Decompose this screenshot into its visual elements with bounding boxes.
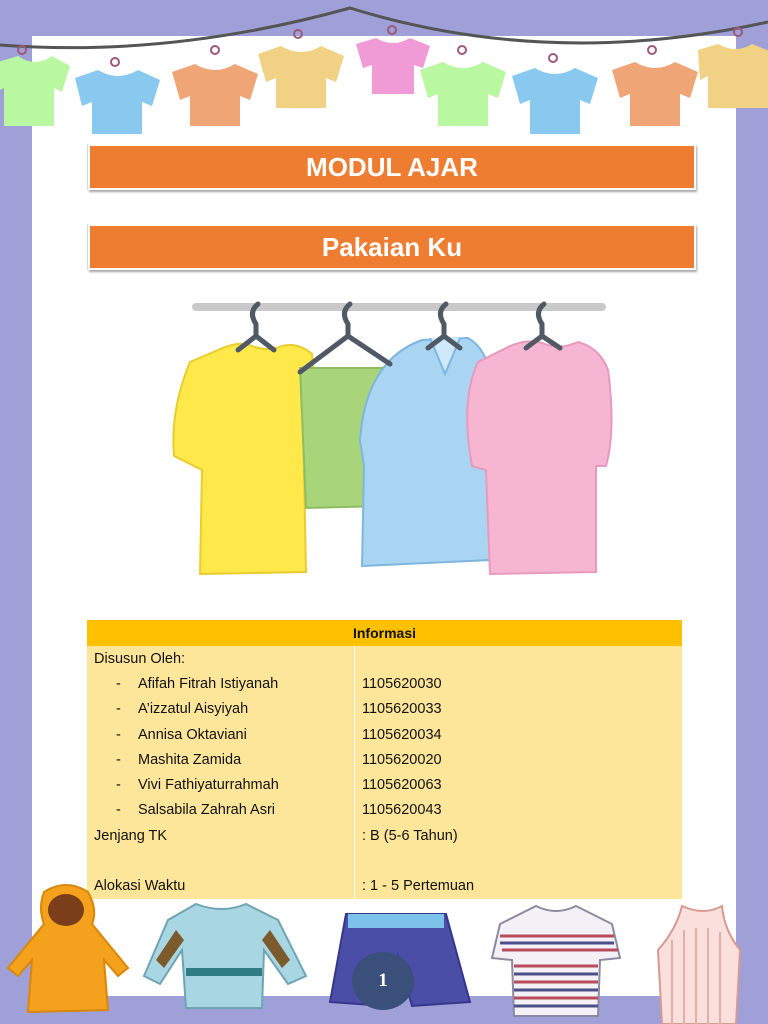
tshirt-icon bbox=[172, 64, 258, 126]
tshirt-icon bbox=[612, 62, 698, 126]
page-title: MODUL AJAR bbox=[88, 144, 696, 190]
page-number-badge: 1 bbox=[352, 952, 414, 1010]
table-row bbox=[87, 747, 682, 772]
table-row bbox=[87, 798, 682, 823]
author-id: 1105620033 bbox=[355, 697, 683, 722]
time-label: Alokasi Waktu bbox=[87, 874, 355, 899]
tshirt-icon bbox=[698, 44, 768, 108]
bullet: - bbox=[116, 675, 121, 692]
table-header: Informasi bbox=[87, 620, 682, 646]
table-row bbox=[87, 697, 682, 722]
yellow-shirt bbox=[173, 344, 314, 574]
author-name: A’izzatul Aisyiyah bbox=[138, 701, 249, 718]
author-id: 1105620034 bbox=[355, 722, 683, 747]
tshirt-icon bbox=[75, 70, 160, 134]
tshirt-icon bbox=[0, 56, 70, 126]
bullet: - bbox=[116, 802, 121, 819]
table-row bbox=[87, 823, 682, 848]
author-name: Annisa Oktaviani bbox=[138, 726, 247, 743]
tshirt-icon bbox=[512, 68, 598, 134]
tshirt-icon bbox=[356, 38, 430, 94]
author-name: Salsabila Zahrah Asri bbox=[138, 802, 276, 819]
page-subtitle: Pakaian Ku bbox=[88, 224, 696, 270]
bullet: - bbox=[116, 777, 121, 794]
striped-tshirt-icon bbox=[492, 906, 620, 1016]
author-name: Mashita Zamida bbox=[138, 751, 242, 768]
clothes-rack-illustration bbox=[160, 290, 630, 590]
pink-shirt bbox=[467, 341, 611, 574]
level-value: : B (5-6 Tahun) bbox=[355, 823, 683, 848]
bullet: - bbox=[116, 751, 121, 768]
authors-label: Disusun Oleh: bbox=[87, 646, 355, 671]
author-id: 1105620043 bbox=[355, 798, 683, 823]
table-row bbox=[87, 671, 682, 696]
time-value: : 1 - 5 Pertemuan bbox=[355, 874, 683, 899]
raincoat-icon bbox=[8, 885, 128, 1012]
table-row bbox=[87, 646, 682, 671]
table-row bbox=[87, 722, 682, 747]
bullet: - bbox=[116, 701, 121, 718]
author-id: 1105620020 bbox=[355, 747, 683, 772]
tshirt-icon bbox=[258, 46, 344, 108]
sweater-icon bbox=[144, 904, 306, 1008]
author-name: Vivi Fathiyaturrahmah bbox=[138, 777, 279, 794]
author-id: 1105620030 bbox=[355, 671, 683, 696]
info-table bbox=[87, 620, 682, 899]
tshirt-icon bbox=[420, 62, 506, 126]
bullet: - bbox=[116, 726, 121, 743]
author-id: 1105620063 bbox=[355, 772, 683, 797]
level-label: Jenjang TK bbox=[87, 823, 355, 848]
author-name: Afifah Fitrah Istiyanah bbox=[138, 675, 279, 692]
table-row bbox=[87, 772, 682, 797]
hanging-shirts-garland bbox=[0, 0, 768, 140]
tank-top-icon bbox=[658, 906, 740, 1024]
